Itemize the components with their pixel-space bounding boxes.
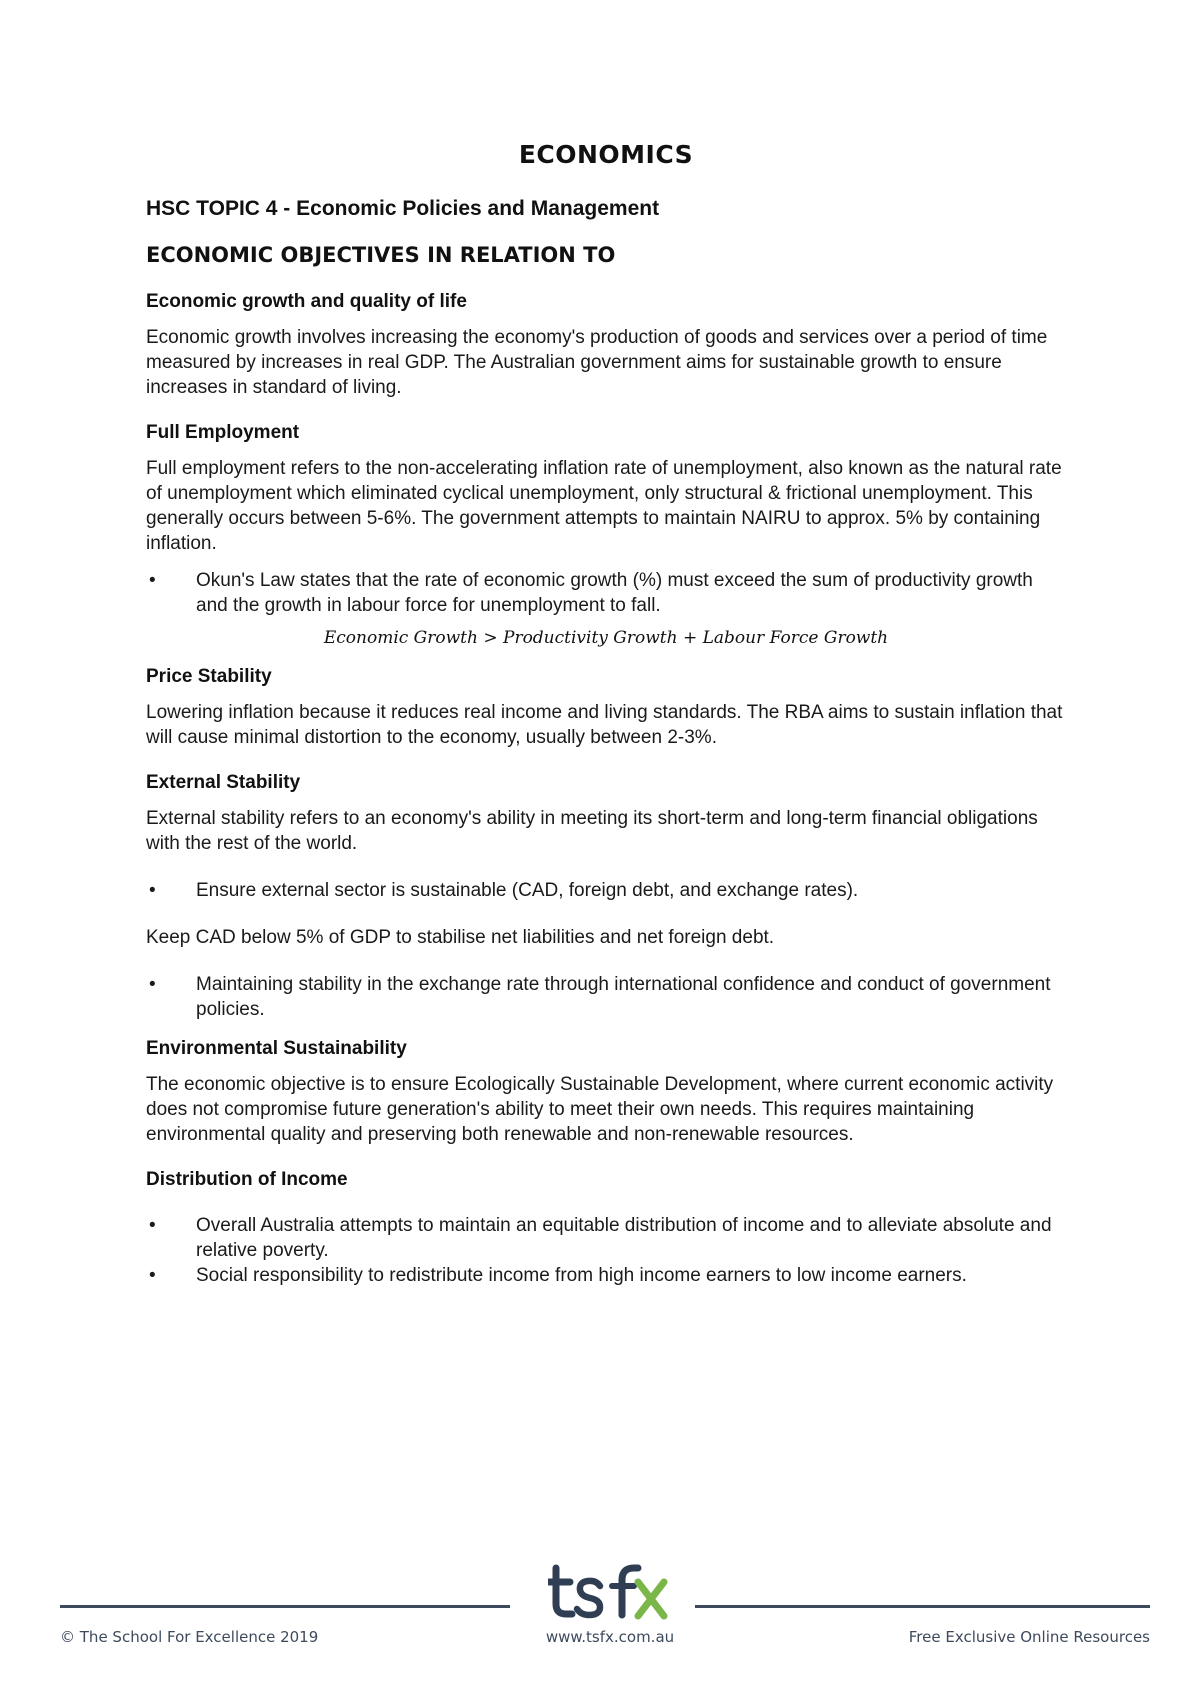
tsfx-logo bbox=[548, 1560, 668, 1622]
external-paragraph: External stability refers to an economy's ability in meeting its short-term and long-term financial obligations with the rest of the world. bbox=[146, 808, 1038, 854]
list-item: • Okun's Law states that the rate of economic growth (%) must exceed the sum of productivity growth and the growth in labour force for unemployment to fall. bbox=[146, 568, 1066, 618]
list-item: • Overall Australia attempts to maintain an equitable distribution of income and to alleviate absolute and relative poverty. bbox=[146, 1213, 1066, 1263]
okuns-law-formula: Economic Growth > Productivity Growth + Labour Force Growth bbox=[323, 628, 889, 648]
income-bullet-list bbox=[146, 1213, 1066, 1288]
list-item: • Social responsibility to redistribute income from high income earners to low income earners. bbox=[146, 1263, 1066, 1288]
price-paragraph: Lowering inflation because it reduces real income and living standards. The RBA aims to sustain inflation that will cause minimal distortion to the economy, usually between 2-3%. bbox=[146, 702, 1063, 748]
topic-heading: HSC TOPIC 4 - Economic Policies and Management bbox=[146, 197, 660, 220]
employment-bullet-list bbox=[146, 568, 1066, 618]
page-footer bbox=[60, 1560, 1150, 1646]
document-content bbox=[146, 140, 1066, 1304]
list-item: • Maintaining stability in the exchange rate through international confidence and conduct of government policies. bbox=[146, 972, 1066, 1022]
employment-paragraph: Full employment refers to the non-accelerating inflation rate of unemployment, also known as the natural rate of unemployment which eliminated cyclical unemployment, only structural & frictional unemployment. This generally occurs between 5-6%. The government attempts to maintain NAIRU to approx. 5% by containing inflation. bbox=[146, 458, 1062, 554]
external-bullet-list-2 bbox=[146, 972, 1066, 1022]
footer-tagline: Free Exclusive Online Resources bbox=[908, 1628, 1150, 1646]
growth-heading: Economic growth and quality of life bbox=[146, 291, 467, 312]
footer-divider-right bbox=[695, 1605, 1150, 1608]
list-item: • Ensure external sector is sustainable (CAD, foreign debt, and exchange rates). bbox=[146, 878, 1066, 903]
external-paragraph-2: Keep CAD below 5% of GDP to stabilise net liabilities and net foreign debt. bbox=[146, 927, 775, 948]
footer-copyright: © The School For Excellence 2019 bbox=[60, 1628, 319, 1646]
environment-heading: Environmental Sustainability bbox=[146, 1038, 407, 1059]
environment-paragraph: The economic objective is to ensure Ecologically Sustainable Development, where current economic activity does not compromise future generation's ability to meet their own needs. This requires maintaining environmental quality and preserving both renewable and non-renewable resources. bbox=[146, 1074, 1054, 1145]
section-heading: ECONOMIC OBJECTIVES IN RELATION TO bbox=[146, 243, 616, 267]
footer-divider-left bbox=[60, 1605, 510, 1608]
employment-heading: Full Employment bbox=[146, 422, 300, 443]
external-heading: External Stability bbox=[146, 772, 301, 793]
footer-website-link[interactable]: www.tsfx.com.au bbox=[545, 1628, 675, 1646]
income-heading: Distribution of Income bbox=[146, 1169, 348, 1190]
growth-paragraph: Economic growth involves increasing the economy's production of goods and services over a period of time measured by increases in real GDP. The Australian government aims for sustainable growth to ensure increases in standard of living. bbox=[146, 327, 1048, 398]
external-bullet-list-1 bbox=[146, 878, 1066, 903]
price-heading: Price Stability bbox=[146, 666, 272, 687]
document-title: ECONOMICS bbox=[518, 140, 694, 169]
